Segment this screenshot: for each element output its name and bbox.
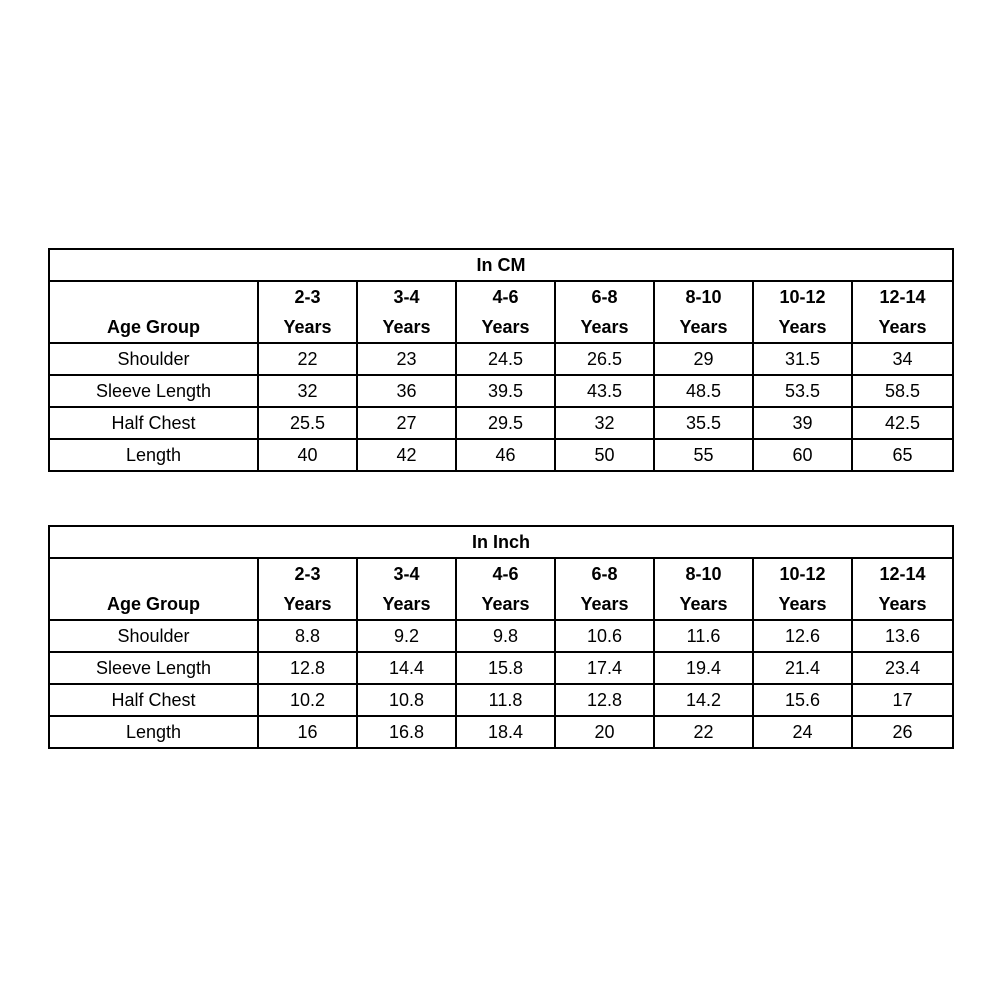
age-unit: Years — [481, 594, 530, 614]
age-range: 4-6 — [492, 564, 519, 584]
table-cell: 58.5 — [852, 375, 953, 407]
table-cell: 15.8 — [456, 652, 555, 684]
column-header — [852, 558, 953, 620]
age-range: 3-4 — [393, 287, 420, 307]
table-cell: 13.6 — [852, 620, 953, 652]
row-label: Sleeve Length — [49, 652, 258, 684]
age-range: 10-12 — [779, 287, 826, 307]
age-range: 8-10 — [685, 564, 722, 584]
table-cell: 17 — [852, 684, 953, 716]
age-unit: Years — [878, 594, 927, 614]
age-unit: Years — [679, 317, 728, 337]
age-unit: Years — [283, 317, 332, 337]
column-header — [456, 281, 555, 343]
age-range: 4-6 — [492, 287, 519, 307]
row-label: Sleeve Length — [49, 375, 258, 407]
table-cell: 25.5 — [258, 407, 357, 439]
age-unit: Years — [778, 594, 827, 614]
age-unit: Years — [778, 317, 827, 337]
table-cell: 22 — [654, 716, 753, 748]
table-cell: 15.6 — [753, 684, 852, 716]
row-label: Shoulder — [49, 620, 258, 652]
table-cell: 10.8 — [357, 684, 456, 716]
row-label: Length — [49, 716, 258, 748]
age-range: 12-14 — [879, 287, 926, 307]
column-header — [555, 281, 654, 343]
table-cell: 27 — [357, 407, 456, 439]
table-cell: 8.8 — [258, 620, 357, 652]
age-group-header: Age Group — [49, 558, 258, 620]
column-header — [753, 281, 852, 343]
table-cell: 42.5 — [852, 407, 953, 439]
table-cell: 12.8 — [258, 652, 357, 684]
table-cell: 23 — [357, 343, 456, 375]
table-cell: 50 — [555, 439, 654, 471]
age-unit: Years — [283, 594, 332, 614]
table-cell: 9.2 — [357, 620, 456, 652]
age-unit: Years — [580, 594, 629, 614]
age-range: 6-8 — [591, 287, 618, 307]
age-unit: Years — [382, 594, 431, 614]
table-cell: 34 — [852, 343, 953, 375]
table-cell: 48.5 — [654, 375, 753, 407]
table-cell: 9.8 — [456, 620, 555, 652]
table-cell: 16.8 — [357, 716, 456, 748]
table-cell: 14.2 — [654, 684, 753, 716]
table-cell: 24.5 — [456, 343, 555, 375]
size-chart-cm-table — [48, 248, 954, 472]
table-cell: 31.5 — [753, 343, 852, 375]
table-cell: 36 — [357, 375, 456, 407]
table-cell: 16 — [258, 716, 357, 748]
column-header — [753, 558, 852, 620]
table-cell: 40 — [258, 439, 357, 471]
table-row-length — [49, 716, 953, 748]
age-unit: Years — [679, 594, 728, 614]
table-cell: 23.4 — [852, 652, 953, 684]
column-header — [258, 558, 357, 620]
table-row-shoulder — [49, 343, 953, 375]
row-label: Length — [49, 439, 258, 471]
table-cell: 11.6 — [654, 620, 753, 652]
table-title: In Inch — [49, 526, 953, 558]
table-cell: 39.5 — [456, 375, 555, 407]
age-range: 6-8 — [591, 564, 618, 584]
table-cell: 10.2 — [258, 684, 357, 716]
table-cell: 26 — [852, 716, 953, 748]
row-label: Half Chest — [49, 684, 258, 716]
table-cell: 29.5 — [456, 407, 555, 439]
table-cell: 43.5 — [555, 375, 654, 407]
size-chart-inch-table — [48, 525, 954, 749]
age-unit: Years — [878, 317, 927, 337]
age-unit: Years — [580, 317, 629, 337]
column-header — [654, 558, 753, 620]
age-unit: Years — [481, 317, 530, 337]
age-range: 2-3 — [294, 564, 321, 584]
column-header — [456, 558, 555, 620]
table-title: In CM — [49, 249, 953, 281]
table-row-half-chest — [49, 684, 953, 716]
column-header — [852, 281, 953, 343]
table-cell: 35.5 — [654, 407, 753, 439]
table-cell: 46 — [456, 439, 555, 471]
row-label: Shoulder — [49, 343, 258, 375]
table-cell: 24 — [753, 716, 852, 748]
table-cell: 60 — [753, 439, 852, 471]
table-cell: 17.4 — [555, 652, 654, 684]
table-cell: 53.5 — [753, 375, 852, 407]
column-header — [258, 281, 357, 343]
table-row-sleeve-length — [49, 375, 953, 407]
table-cell: 14.4 — [357, 652, 456, 684]
table-cell: 21.4 — [753, 652, 852, 684]
age-range: 12-14 — [879, 564, 926, 584]
table-cell: 65 — [852, 439, 953, 471]
table-row-half-chest — [49, 407, 953, 439]
age-group-header: Age Group — [49, 281, 258, 343]
table-row-shoulder — [49, 620, 953, 652]
table-cell: 18.4 — [456, 716, 555, 748]
table-cell: 19.4 — [654, 652, 753, 684]
table-cell: 12.8 — [555, 684, 654, 716]
table-cell: 12.6 — [753, 620, 852, 652]
table-cell: 32 — [555, 407, 654, 439]
column-header — [555, 558, 654, 620]
table-cell: 55 — [654, 439, 753, 471]
table-cell: 20 — [555, 716, 654, 748]
row-label: Half Chest — [49, 407, 258, 439]
column-header — [357, 558, 456, 620]
age-range: 2-3 — [294, 287, 321, 307]
table-cell: 26.5 — [555, 343, 654, 375]
age-unit: Years — [382, 317, 431, 337]
table-cell: 32 — [258, 375, 357, 407]
table-cell: 42 — [357, 439, 456, 471]
age-range: 8-10 — [685, 287, 722, 307]
column-header — [654, 281, 753, 343]
column-header — [357, 281, 456, 343]
age-range: 10-12 — [779, 564, 826, 584]
age-range: 3-4 — [393, 564, 420, 584]
table-cell: 29 — [654, 343, 753, 375]
table-cell: 10.6 — [555, 620, 654, 652]
table-cell: 22 — [258, 343, 357, 375]
table-row-length — [49, 439, 953, 471]
table-cell: 11.8 — [456, 684, 555, 716]
table-row-sleeve-length — [49, 652, 953, 684]
table-cell: 39 — [753, 407, 852, 439]
